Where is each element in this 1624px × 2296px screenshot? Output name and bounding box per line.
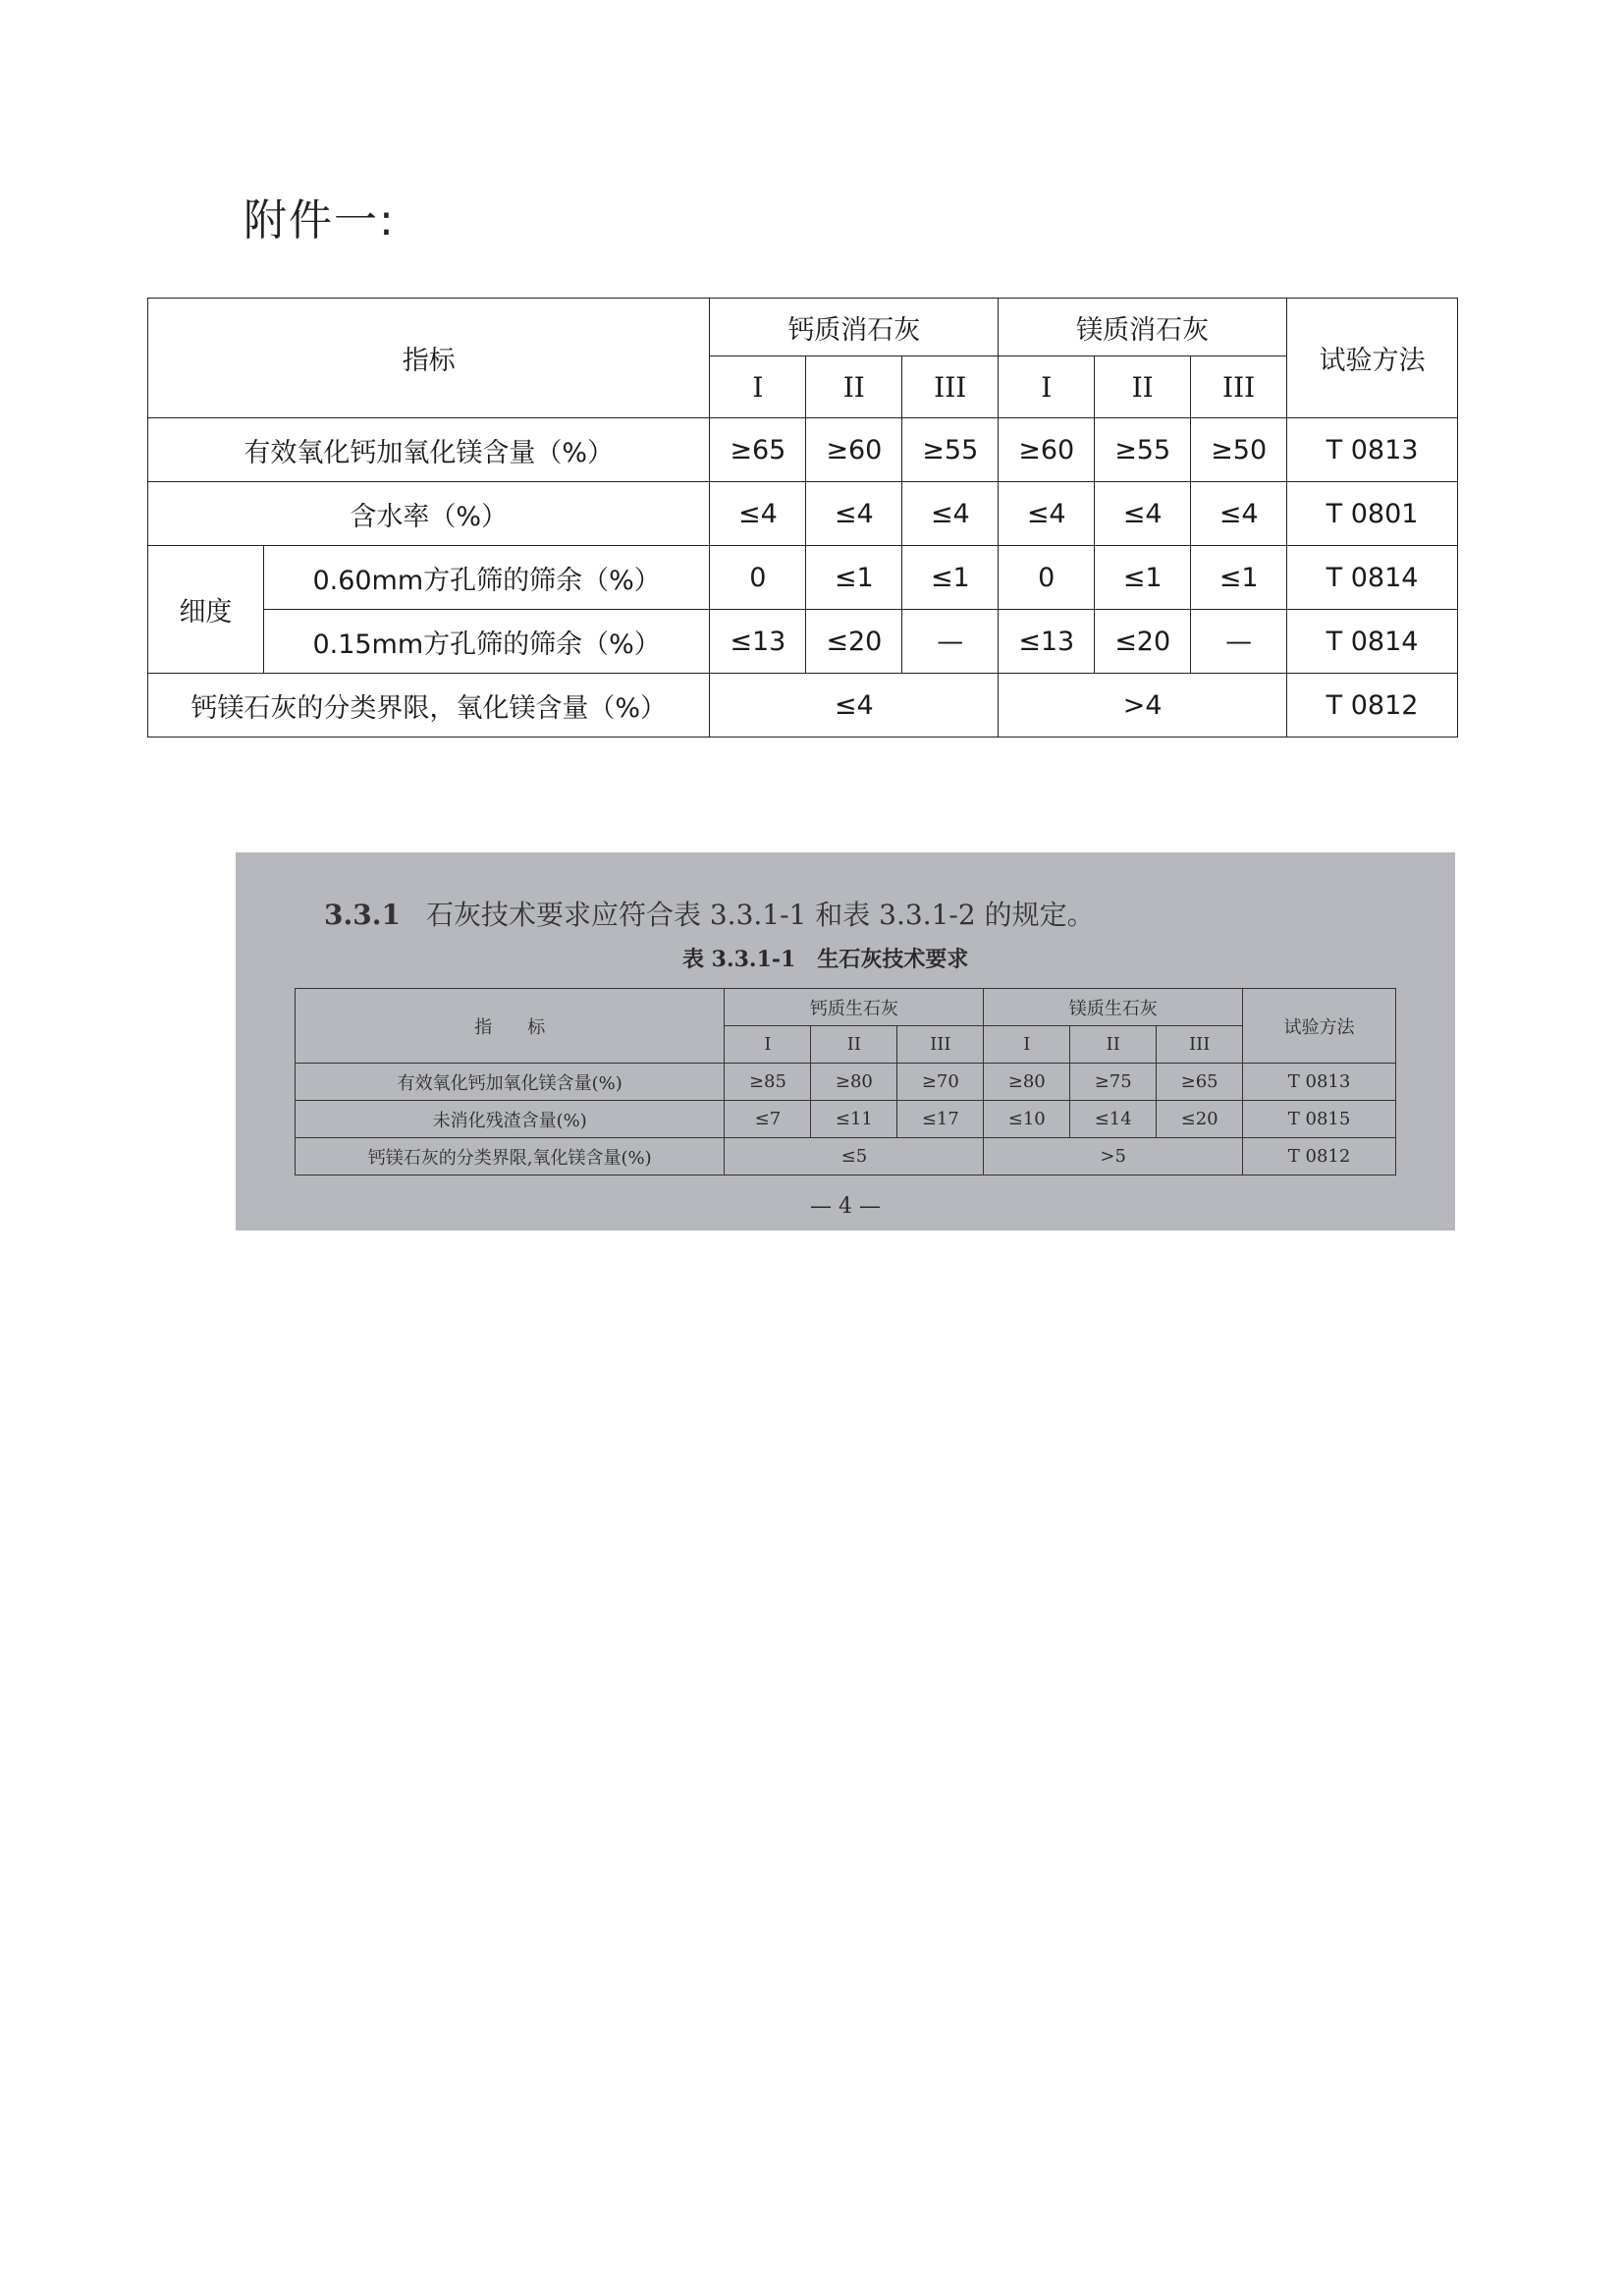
grade-header: II — [811, 1026, 897, 1064]
test-method-cell: T 0813 — [1287, 418, 1458, 482]
grade-header: II — [806, 356, 902, 418]
page-title: 附件一: — [244, 195, 396, 246]
header-indicator: 指标 — [148, 299, 710, 418]
table-cell: ≤1 — [1095, 546, 1191, 610]
grade-header: I — [725, 1026, 811, 1064]
header-magnesium-group: 镁质消石灰 — [999, 299, 1287, 356]
table-cell: ≤20 — [806, 610, 902, 674]
row-label: 含水率（%） — [148, 482, 710, 546]
row-label: 0.60mm方孔筛的筛余（%） — [263, 546, 710, 610]
table-cell: ≥60 — [806, 418, 902, 482]
table-cell: 0 — [999, 546, 1095, 610]
test-method-cell: T 0813 — [1243, 1064, 1396, 1101]
table-cell: ≥75 — [1070, 1064, 1157, 1101]
table-row — [296, 1101, 1396, 1138]
table-row — [148, 546, 1458, 610]
table-cell: >4 — [999, 674, 1287, 738]
header-indicator: 指 标 — [296, 989, 725, 1064]
test-method-cell: T 0814 — [1287, 546, 1458, 610]
header-test-method: 试验方法 — [1287, 299, 1458, 418]
table-cell: ≤20 — [1095, 610, 1191, 674]
test-method-cell: T 0815 — [1243, 1101, 1396, 1138]
grade-header: I — [999, 356, 1095, 418]
table-cell: ≤14 — [1070, 1101, 1157, 1138]
table-cell: ≥60 — [999, 418, 1095, 482]
clause-number: 3.3.1 — [324, 899, 401, 931]
table-cell: ≤4 — [806, 482, 902, 546]
table-cell: ≤13 — [710, 610, 806, 674]
table-cell: — — [902, 610, 999, 674]
table-cell: ≥55 — [1095, 418, 1191, 482]
table-cell: >5 — [984, 1138, 1243, 1175]
row-label: 钙镁石灰的分类界限，氧化镁含量（%） — [148, 674, 710, 738]
grade-header: III — [1191, 356, 1287, 418]
grade-header: II — [1070, 1026, 1157, 1064]
table-cell: ≤4 — [710, 482, 806, 546]
row-label: 0.15mm方孔筛的筛余（%） — [263, 610, 710, 674]
test-method-cell: T 0801 — [1287, 482, 1458, 546]
grade-header: III — [897, 1026, 984, 1064]
table-cell: ≤4 — [710, 674, 999, 738]
table-row — [148, 418, 1458, 482]
table-cell: ≥80 — [984, 1064, 1070, 1101]
page-number: — 4 — — [810, 1194, 881, 1219]
table-cell: ≥80 — [811, 1064, 897, 1101]
table-cell: ≥65 — [1157, 1064, 1243, 1101]
table-row — [148, 482, 1458, 546]
table-cell: ≤4 — [999, 482, 1095, 546]
table-cell: ≤7 — [725, 1101, 811, 1138]
table-cell: ≤10 — [984, 1101, 1070, 1138]
grade-header: I — [710, 356, 806, 418]
quicklime-requirements-table — [295, 988, 1396, 1175]
grade-header: II — [1095, 356, 1191, 418]
clause-body: 石灰技术要求应符合表 3.3.1-1 和表 3.3.1-2 的规定。 — [425, 899, 1095, 931]
table-cell: ≤13 — [999, 610, 1095, 674]
hydrated-lime-requirements-table — [147, 298, 1458, 738]
test-method-cell: T 0812 — [1243, 1138, 1396, 1175]
table-cell: ≤1 — [806, 546, 902, 610]
row-label: 钙镁石灰的分类界限,氧化镁含量(%) — [296, 1138, 725, 1175]
fineness-group-label: 细度 — [148, 546, 264, 674]
table-cell: ≥65 — [710, 418, 806, 482]
table-cell: ≥85 — [725, 1064, 811, 1101]
clause-text — [324, 894, 1095, 933]
test-method-cell: T 0814 — [1287, 610, 1458, 674]
row-label: 未消化残渣含量(%) — [296, 1101, 725, 1138]
table-row — [296, 1064, 1396, 1101]
table-cell: ≤20 — [1157, 1101, 1243, 1138]
table-cell: ≤1 — [1191, 546, 1287, 610]
row-label: 有效氧化钙加氧化镁含量（%） — [148, 418, 710, 482]
row-label: 有效氧化钙加氧化镁含量(%) — [296, 1064, 725, 1101]
table-cell: ≤5 — [725, 1138, 984, 1175]
table-row — [148, 674, 1458, 738]
header-calcium-group: 钙质消石灰 — [710, 299, 999, 356]
grade-header: I — [984, 1026, 1070, 1064]
table-cell: ≤11 — [811, 1101, 897, 1138]
test-method-cell: T 0812 — [1287, 674, 1458, 738]
table-cell: ≥70 — [897, 1064, 984, 1101]
table-cell: — — [1191, 610, 1287, 674]
table-cell: ≥50 — [1191, 418, 1287, 482]
grade-header: III — [902, 356, 999, 418]
header-magnesium-group: 镁质生石灰 — [984, 989, 1243, 1026]
table-cell: ≥55 — [902, 418, 999, 482]
table-cell: 0 — [710, 546, 806, 610]
table-row — [148, 610, 1458, 674]
table-row — [296, 1138, 1396, 1175]
table-cell: ≤4 — [1191, 482, 1287, 546]
table-caption: 表 3.3.1-1 生石灰技术要求 — [682, 947, 969, 972]
scanned-standard-excerpt — [236, 852, 1455, 1230]
table-cell: ≤4 — [1095, 482, 1191, 546]
table-cell: ≤1 — [902, 546, 999, 610]
table-cell: ≤17 — [897, 1101, 984, 1138]
header-test-method: 试验方法 — [1243, 989, 1396, 1064]
header-calcium-group: 钙质生石灰 — [725, 989, 984, 1026]
grade-header: III — [1157, 1026, 1243, 1064]
table-cell: ≤4 — [902, 482, 999, 546]
